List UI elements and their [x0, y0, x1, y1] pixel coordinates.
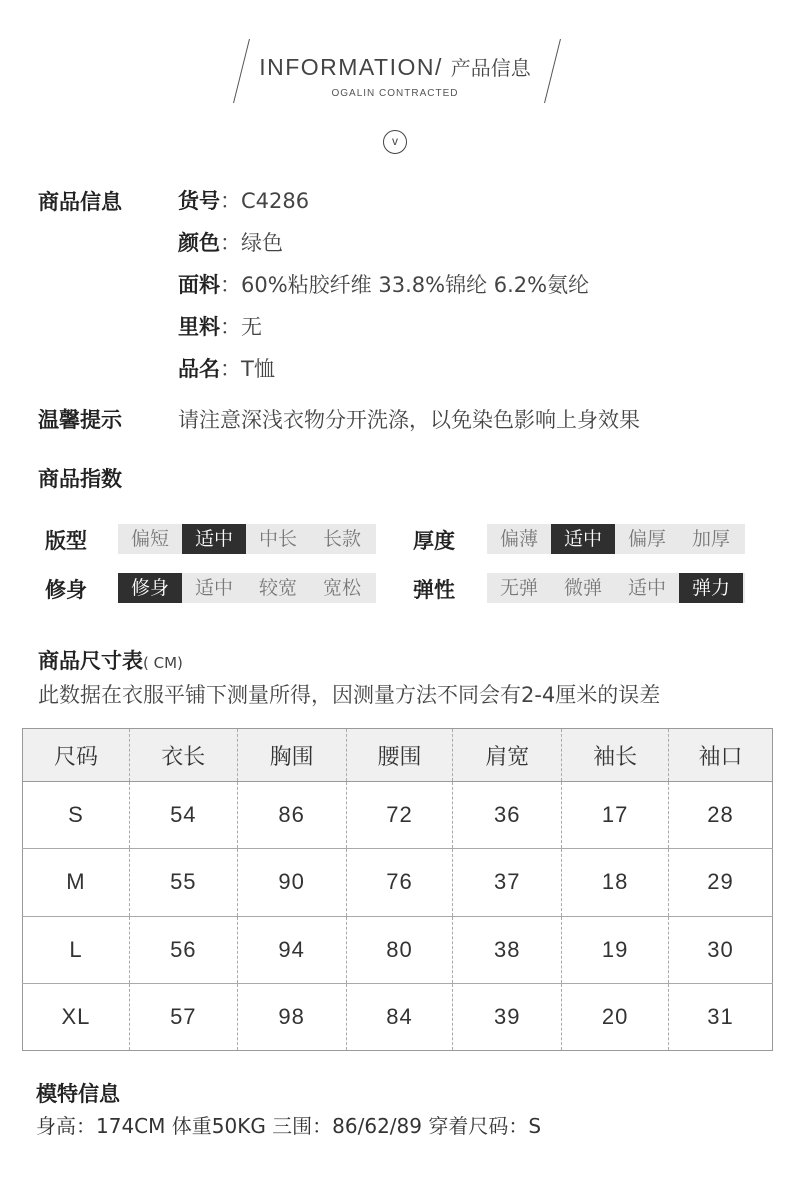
index-option: 偏短: [130, 528, 169, 550]
product-info-separator: ：: [220, 231, 241, 255]
table-row: [23, 782, 773, 849]
product-info-value: T恤: [241, 357, 275, 381]
product-info-separator: ：: [220, 189, 241, 213]
index-option: 适中: [627, 577, 666, 599]
size-chart-title: [38, 645, 183, 675]
size-table-cell: 80: [346, 916, 453, 983]
size-table-cell: 84: [346, 983, 453, 1050]
size-table-cell: S: [23, 782, 130, 849]
product-info-label: 商品信息: [38, 190, 122, 214]
size-table-body: [23, 782, 773, 1051]
model-info-text: 身高：174CM 体重50KG 三围：86/62/89 穿着尺码：S: [36, 1114, 542, 1138]
size-chart-note: 此数据在衣服平铺下测量所得，因测量方法不同会有2-4厘米的误差: [38, 683, 661, 707]
index-option-group: [118, 573, 376, 603]
product-info-separator: ：: [220, 357, 241, 381]
index-group-label: 版型: [45, 529, 87, 553]
table-row: [23, 849, 773, 916]
product-info-value: 60%粘胶纤维 33.8%锦纶 6.2%氨纶: [241, 273, 590, 297]
product-info-key: 里料: [178, 315, 220, 339]
size-table: [22, 728, 773, 1051]
index-option: 无弹: [499, 577, 538, 599]
index-option: 宽松: [322, 577, 361, 599]
size-chart-title-text: 商品尺寸表: [38, 649, 143, 673]
index-option-group: [487, 524, 745, 554]
size-table-cell: 86: [237, 782, 346, 849]
chevron-down-icon: v: [383, 130, 407, 154]
size-table-cell: 36: [453, 782, 562, 849]
size-table-header-cell: 胸围: [237, 729, 346, 782]
size-table-cell: 28: [669, 782, 773, 849]
product-info-key: 货号: [178, 189, 220, 213]
size-table-cell: 30: [669, 916, 773, 983]
index-option-selected: 弹力: [679, 573, 743, 603]
size-table-header-cell: 袖长: [562, 729, 669, 782]
size-table-cell: 98: [237, 983, 346, 1050]
table-row: [23, 916, 773, 983]
index-option: 微弹: [563, 577, 602, 599]
size-table-header-cell: 尺码: [23, 729, 130, 782]
product-info-separator: ：: [220, 273, 241, 297]
size-table-header-row: [23, 729, 773, 782]
size-table-cell: 94: [237, 916, 346, 983]
size-table-cell: 54: [129, 782, 237, 849]
size-table-header-cell: 袖口: [669, 729, 773, 782]
index-option: 长款: [322, 528, 361, 550]
index-option: 偏薄: [499, 528, 538, 550]
size-table-cell: 37: [453, 849, 562, 916]
size-table-cell: 55: [129, 849, 237, 916]
product-info-key: 品名: [178, 357, 220, 381]
size-table-cell: M: [23, 849, 130, 916]
product-info-value: C4286: [241, 189, 310, 213]
tip-label: 温馨提示: [38, 408, 122, 432]
size-table-header-cell: 肩宽: [453, 729, 562, 782]
index-option: 加厚: [691, 528, 730, 550]
index-group-label: 修身: [45, 578, 87, 602]
size-table-cell: 19: [562, 916, 669, 983]
index-option-selected: 适中: [551, 524, 615, 554]
index-option: 偏厚: [627, 528, 666, 550]
size-table-cell: 31: [669, 983, 773, 1050]
index-option-selected: 适中: [182, 524, 246, 554]
size-table-cell: 57: [129, 983, 237, 1050]
size-table-header-cell: 腰围: [346, 729, 453, 782]
product-info-value: 无: [241, 315, 262, 339]
size-table-cell: 39: [453, 983, 562, 1050]
product-info-row: [178, 185, 309, 215]
product-info-row: [178, 269, 589, 299]
size-table-cell: 17: [562, 782, 669, 849]
index-label: 商品指数: [38, 467, 122, 491]
product-info-separator: ：: [220, 315, 241, 339]
size-table-cell: 76: [346, 849, 453, 916]
size-table-header-cell: 衣长: [129, 729, 237, 782]
header-title-en: INFORMATION/: [259, 54, 443, 80]
size-table-cell: 90: [237, 849, 346, 916]
product-info-key: 颜色: [178, 231, 220, 255]
size-table-cell: 29: [669, 849, 773, 916]
index-option-group: [487, 573, 745, 603]
size-table-cell: 72: [346, 782, 453, 849]
header-title-cn: 产品信息: [450, 56, 531, 80]
index-option: 中长: [258, 528, 297, 550]
size-table-cell: 56: [129, 916, 237, 983]
index-option-selected: 修身: [118, 573, 182, 603]
index-group-label: 弹性: [413, 578, 455, 602]
header-subtitle: OGALIN CONTRACTED: [331, 88, 459, 99]
header-title: [0, 52, 790, 81]
index-option-group: [118, 524, 376, 554]
size-table-cell: 20: [562, 983, 669, 1050]
index-option: 较宽: [258, 577, 297, 599]
size-table-cell: 38: [453, 916, 562, 983]
size-table-cell: XL: [23, 983, 130, 1050]
size-chart-unit: ( CM): [143, 654, 183, 672]
tip-text: 请注意深浅衣物分开洗涤，以免染色影响上身效果: [178, 408, 640, 432]
size-table-cell: 18: [562, 849, 669, 916]
product-info-row: [178, 227, 283, 257]
index-option: 适中: [194, 577, 233, 599]
index-group-label: 厚度: [413, 529, 455, 553]
model-info-title: 模特信息: [36, 1082, 120, 1106]
table-row: [23, 983, 773, 1050]
size-table-cell: L: [23, 916, 130, 983]
product-info-row: [178, 353, 275, 383]
product-info-row: [178, 311, 262, 341]
product-info-value: 绿色: [241, 231, 283, 255]
product-info-key: 面料: [178, 273, 220, 297]
